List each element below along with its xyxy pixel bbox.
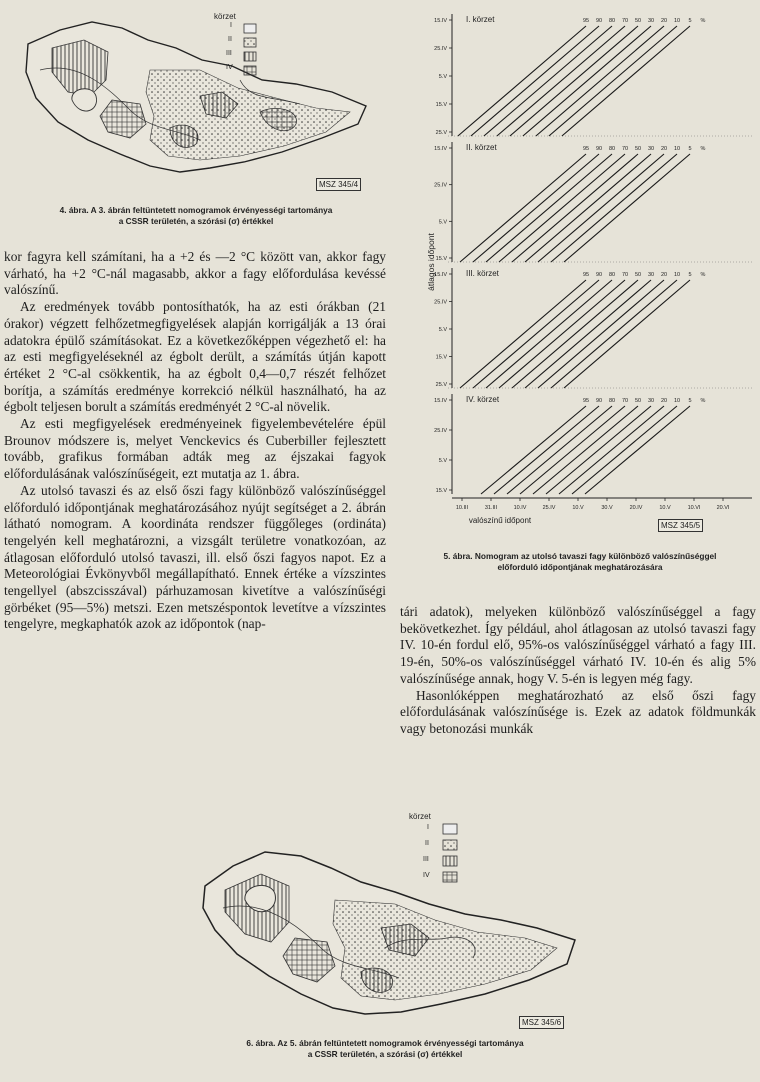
nomogram-panel-3-percent-9: 5 (688, 272, 692, 278)
nomogram-panel-2-line-9 (564, 154, 690, 262)
nomogram-panel-3-line-7 (538, 280, 664, 388)
nomogram-panel-1-percent-2: 90 (595, 18, 603, 24)
nomogram-panel-4-line-5 (533, 406, 638, 494)
nomogram-panel-1-ytick-1: 15.IV (434, 18, 447, 24)
nomogram-ylabel: átlagos időpont (426, 233, 436, 291)
nomogram-panel-4-ytick-2: 25.IV (434, 428, 447, 434)
figure-5-caption (400, 551, 760, 573)
nomogram-panel-2-ytick-1: 15.IV (434, 146, 447, 152)
nomogram-panel-2-percent-9: 5 (688, 146, 692, 152)
nomogram-xtick-2: 31.III (484, 505, 498, 511)
right-column (400, 604, 756, 738)
nomogram-panel-4-percent-3: 80 (608, 398, 616, 404)
nomogram-panel-2-ytick-3: 5.V (438, 219, 447, 226)
nomogram-panel-2-percent-8: 10 (673, 146, 681, 152)
figure-5-caption-line2: előforduló időpontjának meghatározására (497, 562, 663, 572)
nomogram-panel-1-line-1 (458, 26, 586, 136)
nomogram-panel-2-line-2 (473, 154, 599, 262)
nomogram-panel-2-percent-6: 30 (647, 146, 655, 152)
left-paragraph-3: Az esti megfigyelések eredményeinek figyelembevételére épül Brounov módszere is, melyet Venckevics és Cuberbiller fejlesztett tovább, grafikus formában adták meg az éjszakai fagyok előfordulásának valószínűségeit, ezt mutatja az 1. ábra. (4, 416, 386, 482)
nomogram-panel-3-ytick-3: 5.V (438, 327, 447, 333)
figure-4-caption-line1: 4. ábra. A 3. ábrán feltüntetett nomogramok érvényességi tartománya (59, 205, 333, 215)
nomogram-panel-4-percent-6: 30 (647, 398, 655, 404)
nomogram-panel-4-percent-8: 10 (673, 398, 681, 404)
nomogram-panel-4-percent-1: 95 (582, 398, 590, 404)
nomogram-panel-4-ytick-1: 15.IV (434, 398, 447, 404)
nomogram-panel-4-percent-7: 20 (660, 398, 668, 404)
figure-6-caption-line1: 6. ábra. Az 5. ábrán feltüntetett nomogramok érvényességi tartománya (246, 1038, 524, 1048)
nomogram-panel-1-percent-10: % (700, 18, 706, 24)
nomogram-panel-4-line-6 (546, 406, 651, 494)
nomogram-panel-1-line-4 (497, 26, 625, 136)
figure-6-caption-line2: a CSSR területén, a szórási (σ) értékkel (307, 1049, 463, 1059)
nomogram-panel-4-line-9 (585, 406, 690, 494)
left-paragraph-4: Az utolsó tavaszi és az első őszi fagy különböző valószínűséggel előforduló időpontjának meghatározásához nyújt segítséget a 2. ábrán látható nomogram. A koordináta rendszer függőleges (ordináta) tengelyén kell meghatározni, a vizsgált területre vonatkozóan, az átlagosan előforduló utolsó tavaszi, ill. első őszi fagyos napot. Ez a Meteorológiai Évkönyvből megállapítható. Ennek értéke a vízszintes tengellyel (abszcisszával) párhuzamosan kivetítve a valószínűségi görbéket (95—5%) metszi. Ezen metszéspontok levetítve a vízszintes tengelyre, megkaphatók azok az időpontok (nap- (4, 482, 386, 632)
nomogram-panel-1-line-3 (484, 26, 612, 136)
figure-5-caption-line1: 5. ábra. Nomogram az utolsó tavaszi fagy különböző valószínűséggel (443, 551, 717, 561)
figure-4-caption (0, 205, 392, 227)
nomogram-panel-4-percent-10: % (700, 398, 706, 404)
figure-4-legend-item-1: I (230, 22, 232, 29)
nomogram-panel-3-line-9 (564, 280, 690, 388)
figure-4-legend-title: körzet (214, 12, 236, 21)
nomogram-panel-3-line-2 (473, 280, 599, 388)
figure-6-map (185, 808, 595, 1038)
nomogram-panel-3-line-5 (512, 280, 638, 388)
nomogram-panel-2-ytick-2: 25.IV (434, 182, 447, 189)
figure-6 (185, 808, 595, 1038)
nomogram-panel-3-line-1 (460, 280, 586, 388)
figure-4-stamp: MSZ 345/4 (316, 178, 361, 191)
figure-6-legend-item-4: IV (423, 872, 430, 879)
left-paragraph-2: Az eredmények tovább pontosíthatók, ha az esti órákban (21 órakor) végzett felhőzetmegfigyelések alapján korrigálják a 13 órai adatokra épülő számításokat. Ez a következőképpen végezhető el: ha az esti megfigyeléseknél az égbolt derült, a számítás útján kapott értéket 2 °C-al csökkentik, ha az égbolt 0,4—0,7 részét felhőzet borítja, a számítás eredménye korrekció nélkül használható, ha az égbolt teljesen borult a számítás eredményét 2 °C-al növelik. (4, 299, 386, 415)
nomogram-panel-3-percent-10: % (700, 272, 706, 278)
nomogram-xtick-6: 30.V (601, 505, 613, 511)
nomogram-xtick-8: 10.V (659, 505, 671, 511)
nomogram-panel-1-title: I. körzet (466, 15, 495, 24)
nomogram-panel-3-ytick-1: 15.IV (434, 272, 447, 278)
figure-4-legend-item-3: III (226, 50, 232, 57)
nomogram-xtick-3: 10.IV (513, 505, 527, 511)
nomogram-panel-1-line-5 (510, 26, 638, 136)
nomogram-panel-3-percent-1: 95 (582, 272, 590, 278)
figure-4-legend (244, 24, 256, 75)
nomogram-panel-1-ytick-5: 25.V (435, 130, 447, 136)
figure-6-caption (180, 1038, 590, 1060)
figure-6-legend-title: körzet (409, 812, 431, 821)
figure-4-map (0, 0, 390, 200)
nomogram-panel-3-percent-5: 50 (634, 272, 642, 278)
nomogram-panel-2-percent-5: 50 (634, 146, 642, 152)
nomogram-panel-2-percent-3: 80 (608, 146, 616, 152)
nomogram-panel-4-line-2 (494, 406, 599, 494)
nomogram-xtick-10: 20.VI (716, 505, 730, 511)
nomogram-xtick-1: 10.III (455, 505, 469, 511)
nomogram-panel-1-percent-9: 5 (688, 18, 692, 24)
figure-4-legend-item-4: IV (226, 64, 233, 71)
figure-5 (400, 0, 760, 540)
nomogram-panel-3-percent-4: 70 (621, 272, 629, 278)
nomogram-xtick-5: 10.V (572, 505, 584, 511)
nomogram-panel-4-ytick-3: 5.V (438, 458, 447, 464)
nomogram-panel-4-ytick-4: 15.V (435, 488, 447, 494)
nomogram-panel-3-percent-7: 20 (660, 272, 668, 278)
nomogram-xtick-9: 10.VI (687, 505, 701, 511)
nomogram-panel-1-line-6 (523, 26, 651, 136)
nomogram-panel-2-percent-1: 95 (582, 146, 590, 152)
nomogram-xtick-7: 20.IV (629, 505, 643, 511)
nomogram-panel-4-title: IV. körzet (466, 395, 500, 404)
nomogram-panel-2-percent-7: 20 (660, 146, 668, 152)
figure-4-caption-line2: a CSSR területén, a szórási (σ) értékkel (118, 216, 274, 226)
nomogram-panel-1-percent-7: 20 (660, 18, 668, 24)
figure-6-legend-item-2: II (425, 840, 429, 847)
figure-5-nomogram (400, 0, 760, 540)
nomogram-panel-4-line-1 (481, 406, 586, 494)
right-paragraph-1: tári adatok), melyeken különböző valószínűséggel a fagy bekövetkezhet. Így például, ahol átlagosan az utolsó tavaszi fagy IV. 10-én fordul elő, 95%-os valószínűséggel várható a fagy III. 19-én, 50%-os valószínűséggel várható IV. 10-én és alig 5% valószínűsége annak, hogy V. 5-én is legyen még fagy. (400, 604, 756, 686)
left-column (4, 249, 386, 633)
nomogram-panel-2-line-4 (499, 154, 625, 262)
nomogram-panel-3-title: III. körzet (466, 269, 499, 278)
nomogram-panel-1-percent-1: 95 (582, 18, 590, 24)
nomogram-panel-3-line-8 (551, 280, 677, 388)
nomogram-panel-1-line-8 (549, 26, 677, 136)
nomogram-xtick-4: 25.IV (542, 505, 556, 511)
nomogram-panel-3-percent-2: 90 (595, 272, 603, 278)
nomogram-panel-1-percent-6: 30 (647, 18, 655, 24)
figure-6-legend-item-3: III (423, 856, 429, 863)
nomogram-panel-3-ytick-4: 15.V (435, 354, 447, 361)
figure-4-legend-item-2: II (228, 36, 232, 43)
nomogram-panel-3-ytick-5: 25.V (435, 382, 447, 388)
nomogram-panel-2-title: II. körzet (466, 143, 497, 152)
nomogram-panel-4-percent-5: 50 (634, 398, 642, 404)
nomogram-panel-2-line-8 (551, 154, 677, 262)
nomogram-panel-1-percent-4: 70 (621, 18, 629, 24)
nomogram-panel-3-percent-6: 30 (647, 272, 655, 278)
figure-6-legend (443, 824, 457, 882)
nomogram-panel-1-ytick-4: 15.V (435, 102, 447, 108)
nomogram-panel-3-percent-3: 80 (608, 272, 616, 278)
nomogram-panel-4-line-7 (559, 406, 664, 494)
nomogram-panel-1-percent-3: 80 (608, 18, 616, 24)
nomogram-xlabel: valószínű időpont (468, 516, 532, 525)
nomogram-panel-3-percent-8: 10 (673, 272, 681, 278)
figure-6-stamp: MSZ 345/6 (519, 1016, 564, 1029)
nomogram-panel-4-line-8 (572, 406, 677, 494)
nomogram-panel-1-line-7 (536, 26, 664, 136)
nomogram-panel-4-percent-2: 90 (595, 398, 603, 404)
nomogram-panel-1-ytick-3: 5.V (438, 74, 447, 80)
right-paragraph-2: Hasonlóképpen meghatározható az első őszi fagy előfordulásának valószínűsége is. Ezek az adatok földmunkák vagy betonozási munkák (400, 687, 756, 736)
nomogram-panel-4-percent-4: 70 (621, 398, 629, 404)
nomogram-panel-1-percent-8: 10 (673, 18, 681, 24)
nomogram-panel-2-percent-2: 90 (595, 146, 603, 152)
figure-4 (0, 0, 390, 230)
nomogram-panel-3-line-4 (499, 280, 625, 388)
nomogram-panel-1-line-2 (471, 26, 599, 136)
nomogram-panel-2-line-3 (486, 154, 612, 262)
nomogram-panel-4-line-4 (520, 406, 625, 494)
nomogram-panel-1-line-9 (562, 26, 690, 136)
nomogram-panel-2-line-5 (512, 154, 638, 262)
nomogram-panel-3-line-3 (486, 280, 612, 388)
nomogram-panel-2-line-1 (460, 154, 586, 262)
nomogram-panel-4-line-3 (507, 406, 612, 494)
nomogram-panel-3-line-6 (525, 280, 651, 388)
nomogram-panel-4-percent-9: 5 (688, 398, 692, 404)
nomogram-panel-1-percent-5: 50 (634, 18, 642, 24)
figure-5-stamp: MSZ 345/5 (658, 519, 703, 532)
nomogram-panel-2-percent-4: 70 (621, 146, 629, 152)
nomogram-panel-2-percent-10: % (700, 146, 706, 152)
nomogram-panel-2-line-6 (525, 154, 651, 262)
figure-6-legend-item-1: I (427, 824, 429, 831)
left-paragraph-1: kor fagyra kell számítani, ha a +2 és —2 °C között van, akkor fagy várható, ha +2 °C-nál magasabb, akkor a fagy előfordulása kevéssé valószínű. (4, 249, 386, 298)
nomogram-panel-1-ytick-2: 25.IV (434, 46, 447, 52)
nomogram-panel-2-ytick-4: 15.V (435, 256, 447, 262)
nomogram-panel-2-line-7 (538, 154, 664, 262)
nomogram-panel-3-ytick-2: 25.IV (434, 299, 447, 306)
